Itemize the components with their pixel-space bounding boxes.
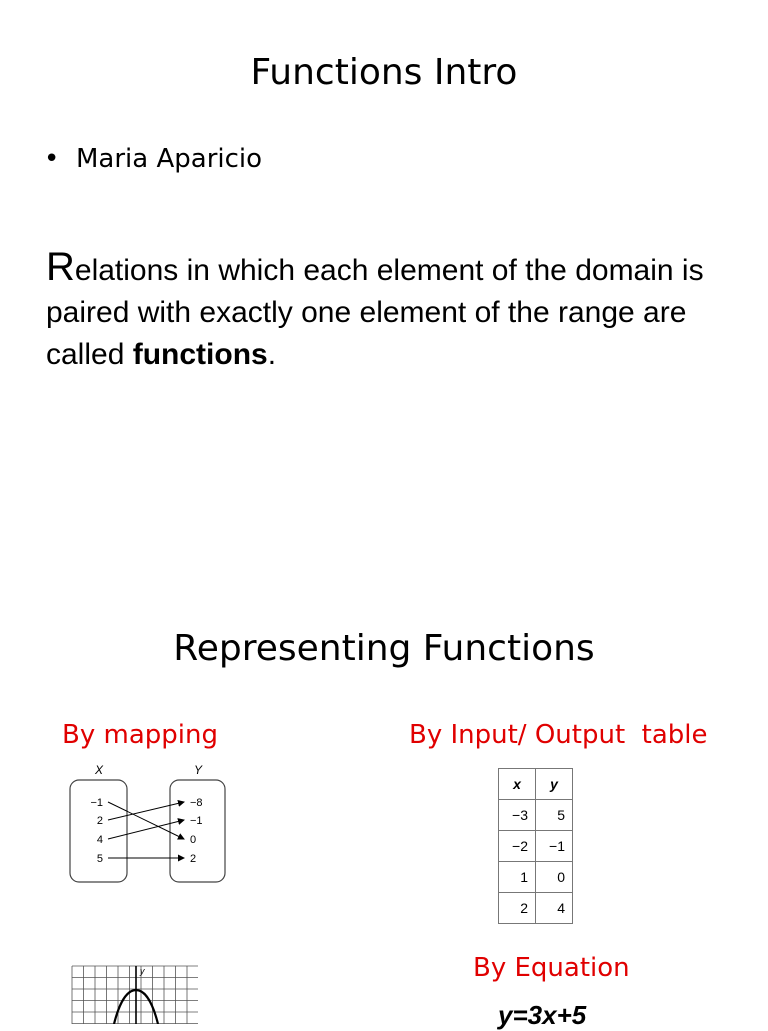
- range-value: −1: [190, 815, 203, 827]
- input-output-table: [498, 768, 573, 924]
- table-row: [499, 862, 573, 893]
- mapping-diagram: [60, 760, 240, 890]
- bullet-item: [44, 144, 262, 174]
- range-value: 2: [190, 853, 197, 865]
- definition-text: elations in which each element of the domain is paired with exactly one element of the range are called: [46, 254, 704, 371]
- mapping-heading: By mapping: [62, 720, 218, 750]
- slide-title: Functions Intro: [250, 52, 518, 93]
- range-value: 0: [190, 834, 197, 846]
- definition-end: .: [267, 338, 277, 371]
- table-header-cell: x: [499, 769, 536, 800]
- y-axis-label: y: [140, 966, 145, 976]
- table-row: [499, 800, 573, 831]
- table-cell: 2: [499, 893, 536, 924]
- author-name: Maria Aparicio: [76, 144, 263, 174]
- domain-value: 2: [96, 815, 103, 827]
- domain-oval: [70, 780, 127, 882]
- function-definition: [46, 246, 736, 376]
- table-header-row: [499, 769, 573, 800]
- table-cell: 5: [536, 800, 573, 831]
- table-cell: −2: [499, 831, 536, 862]
- domain-value: 4: [96, 834, 103, 846]
- definition-dropcap: R: [46, 245, 75, 289]
- table-row: [499, 831, 573, 862]
- table-cell: −1: [536, 831, 573, 862]
- section-title: Representing Functions: [173, 628, 595, 669]
- graph-grid: [72, 966, 198, 1024]
- equation-text: y=3x+5: [498, 1000, 587, 1030]
- table-header-cell: y: [536, 769, 573, 800]
- definition-keyword: functions: [132, 338, 268, 371]
- table-cell: 0: [536, 862, 573, 893]
- table-cell: 1: [499, 862, 536, 893]
- table-cell: 4: [536, 893, 573, 924]
- equation-heading: By Equation: [473, 953, 630, 983]
- table-row: [499, 893, 573, 924]
- range-label: Y: [193, 763, 203, 777]
- domain-value: −1: [90, 797, 103, 809]
- bullet-dot: •: [44, 144, 60, 174]
- domain-label: X: [94, 763, 104, 777]
- function-graph: [70, 964, 198, 1024]
- table-heading: By Input/ Output table: [409, 720, 708, 750]
- table-cell: −3: [499, 800, 536, 831]
- range-value: −8: [190, 797, 203, 809]
- range-oval: [170, 780, 225, 882]
- domain-value: 5: [96, 853, 103, 865]
